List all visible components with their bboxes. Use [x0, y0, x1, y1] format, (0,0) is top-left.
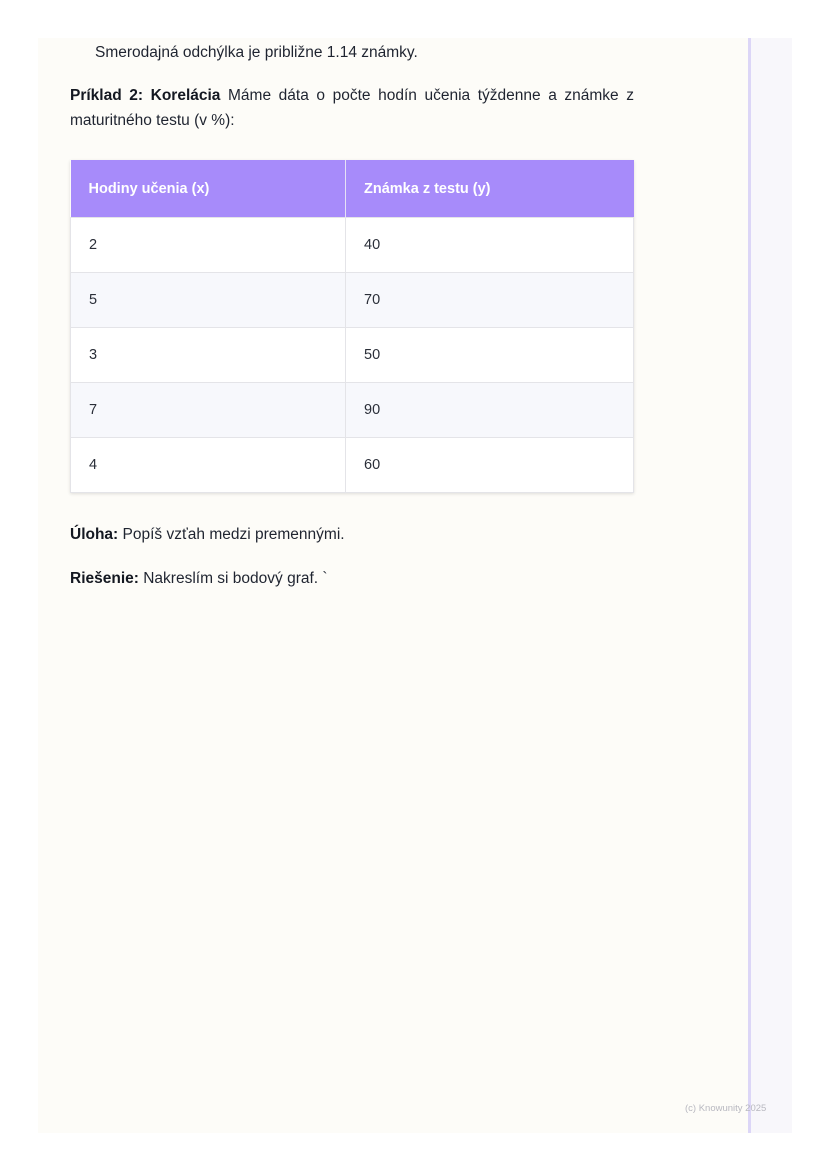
cell-grade: 50 [346, 328, 634, 383]
cell-grade: 60 [346, 438, 634, 493]
solution-paragraph [70, 566, 328, 591]
solution-text: Nakreslím si bodový graf. ` [143, 570, 328, 587]
cell-hours: 5 [71, 273, 346, 328]
cell-hours: 2 [71, 218, 346, 273]
cell-grade: 90 [346, 383, 634, 438]
side-rule [748, 38, 751, 1133]
cell-hours: 7 [71, 383, 346, 438]
table-row [71, 328, 634, 383]
task-label: Úloha: [70, 526, 119, 543]
table-row [71, 383, 634, 438]
example-label: Príklad 2: Korelácia [70, 87, 221, 104]
cell-grade: 70 [346, 273, 634, 328]
header-hours: Hodiny učenia (x) [71, 160, 346, 218]
header-grade: Známka z testu (y) [346, 160, 634, 218]
task-text: Popíš vzťah medzi premennými. [122, 526, 345, 543]
cell-grade: 40 [346, 218, 634, 273]
std-deviation-line: Smerodajná odchýlka je približne 1.14 známky. [95, 44, 418, 61]
copyright-footer: (c) Knowunity 2025 [685, 1103, 767, 1114]
solution-label: Riešenie: [70, 570, 139, 587]
table-row [71, 438, 634, 493]
table-row [71, 273, 634, 328]
data-table [70, 160, 634, 493]
cell-hours: 3 [71, 328, 346, 383]
task-paragraph [70, 522, 345, 547]
side-margin [751, 38, 792, 1133]
table-row [71, 218, 634, 273]
example-text: Máme dáta o počte hodín učenia týždenne a známke z maturitného testu (v %): [70, 87, 635, 129]
example-paragraph [70, 83, 634, 133]
cell-hours: 4 [71, 438, 346, 493]
table-header-row [71, 160, 634, 218]
